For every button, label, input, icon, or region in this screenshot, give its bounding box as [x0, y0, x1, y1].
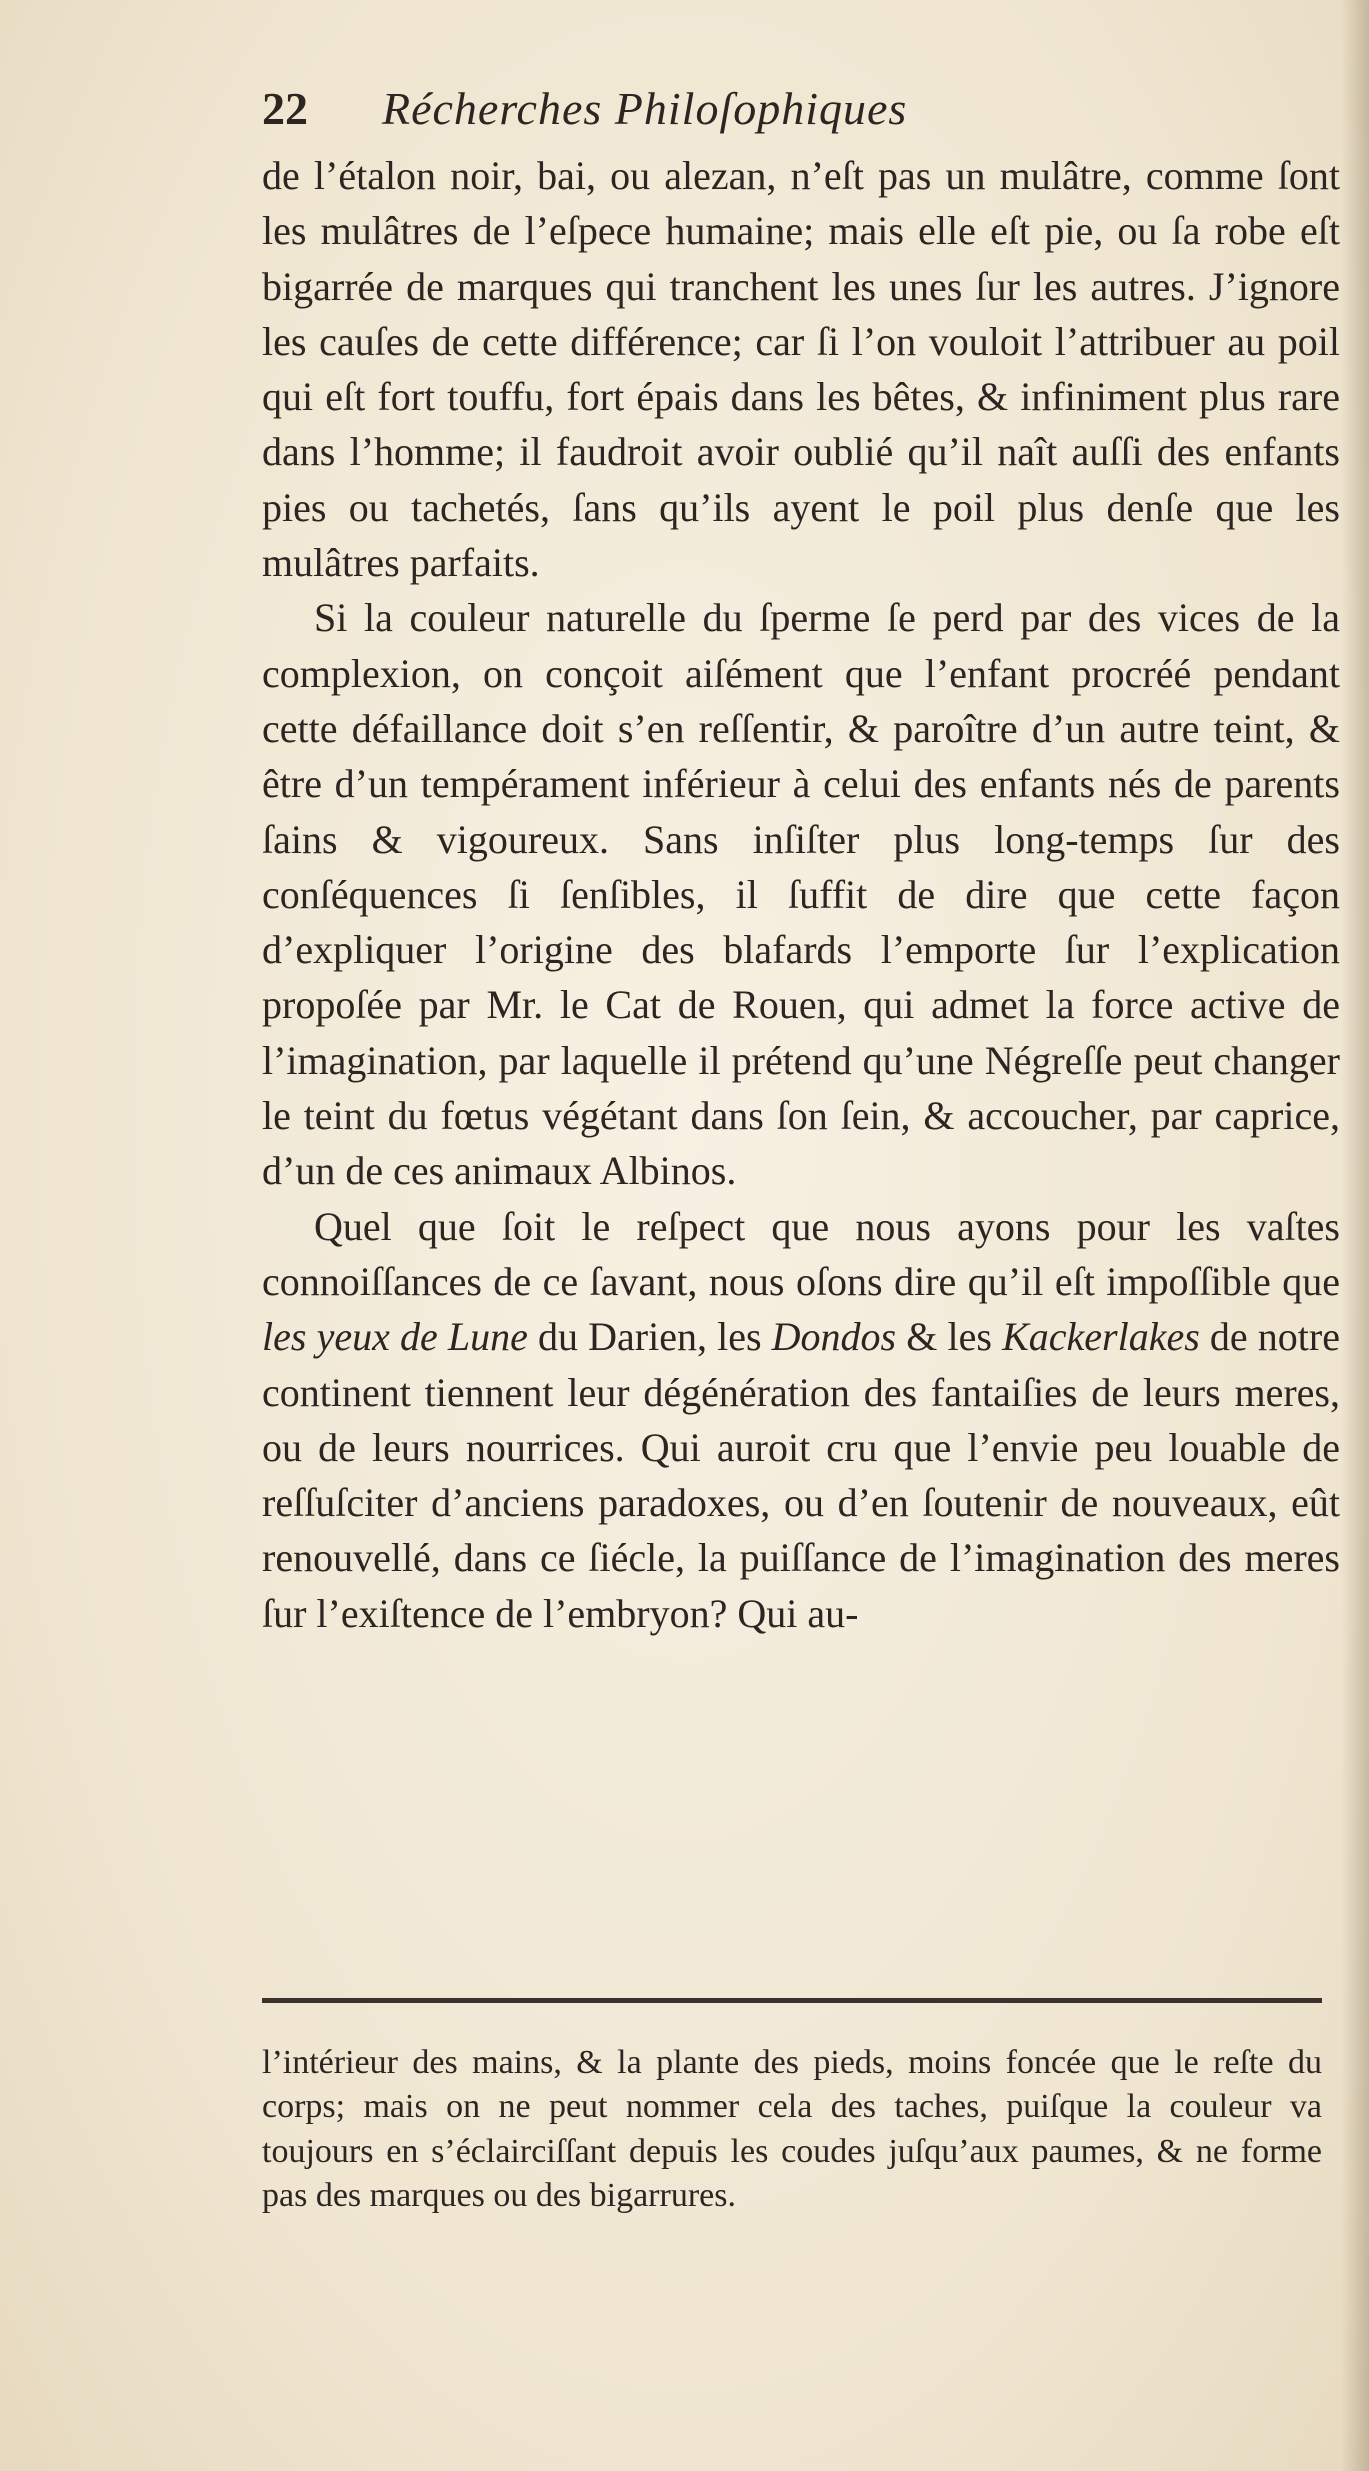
running-head [262, 70, 1340, 148]
paragraph-2: Si la couleur naturelle du ſperme ſe perd par des vices de la complexion, on conçoit aiſément que l’enfant procréé pendant cette défaillance doit s’en reſſentir, & paroître d’un autre teint, & être d’un tempérament inférieur à celui des enfants nés de parents ſains & vigoureux. Sans inſiſter plus long-temps ſur des conſéquences ſi ſenſibles, il ſuffit de dire que cette façon d’expliquer l’origine des blafards l’emporte ſur l’explication propoſée par Mr. le Cat de Rouen, qui admet la force active de l’imagination, par laquelle il prétend qu’une Négreſſe peut changer le teint du fœtus végétant dans ſon ſein, & accoucher, par caprice, d’un de ces animaux Albinos. [262, 595, 1340, 1194]
page [262, 70, 1340, 1641]
italic-term-dondos: Dondos [771, 1314, 897, 1360]
paragraph-3-part-c: & les [896, 1314, 1003, 1360]
paragraph-3-part-b: du Darien, les [527, 1314, 772, 1360]
footnote [262, 2041, 1322, 2219]
footnote-rule [262, 1998, 1322, 2003]
italic-term-yeux-de-lune: les yeux de Lune [262, 1314, 528, 1360]
paragraph-1: de l’étalon noir, bai, ou alezan, n’eſt pas un mulâtre, comme ſont les mulâtres de l’eſpece humaine; mais elle eſt pie, ou ſa robe eſt bigarrée de marques qui tranchent les unes ſur les autres. J’ignore les cauſes de cette différence; car ſi l’on vouloit l’attribuer au poil qui eſt fort touffu, fort épais dans les bêtes, & infiniment plus rare dans l’homme; il faudroit avoir oublié qu’il naît auſſi des enfants pies ou tachetés, ſans qu’ils ayent le poil plus denſe que les mulâtres parfaits. [262, 153, 1340, 586]
body-text [262, 148, 1340, 1641]
paragraph-3 [262, 1199, 1340, 1641]
running-title: Récherches Philoſophiques [382, 83, 908, 134]
italic-term-kackerlakes: Kackerlakes [1002, 1314, 1200, 1360]
footnote-text: l’intérieur des mains, & la plante des pieds, moins foncée que le reſte du corps; mais on ne peut nommer cela des taches, puiſque la couleur va toujours en s’éclairciſſant depuis les coudes juſqu’aux paumes, & ne forme pas des marques ou des bigarrures. [262, 2044, 1322, 2215]
page-number: 22 [262, 83, 308, 134]
paragraph-3-part-a: Quel que ſoit le reſpect que nous ayons pour les vaſtes connoiſſances de ce ſavant, nous oſons dire qu’il eſt impoſſible que [262, 1203, 1340, 1304]
paragraph-3-part-d: de notre continent tiennent leur dégénération des fantaiſies de leurs meres, ou de leurs nourrices. Qui auroit cru que l’envie peu louable de reſſuſciter d’anciens paradoxes, ou d’en ſoutenir de nouveaux, eût renouvellé, dans ce ſiécle, la puiſſance de l’imagination des meres ſur l’exiſtence de l’embryon? Qui au- [262, 1314, 1340, 1636]
gutter-shadow [1341, 0, 1369, 2471]
